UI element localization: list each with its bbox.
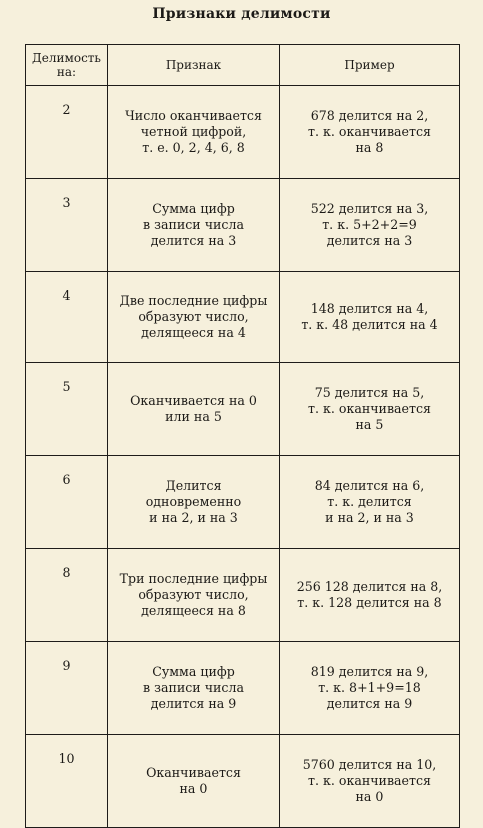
example-cell	[280, 642, 460, 735]
example-line: т. к. 8+1+9=18	[318, 680, 421, 695]
rule-cell	[108, 642, 280, 735]
table-body	[26, 86, 460, 828]
example-line: на 0	[355, 789, 384, 804]
example-line: делится на 3	[326, 233, 413, 248]
rule-line: делится на 9	[150, 696, 237, 711]
example-line: 819 делится на 9,	[310, 664, 429, 679]
rule-line: делящееся на 4	[141, 325, 246, 340]
example-line: 678 делится на 2,	[310, 108, 429, 123]
example-line: 256 128 делится на 8,	[296, 579, 443, 594]
table-row	[26, 456, 460, 549]
example-line: т. к. оканчивается	[308, 773, 431, 788]
example-line: т. к. 128 делится на 8	[297, 595, 442, 610]
example-cell	[280, 363, 460, 456]
divisor-cell: 10	[26, 735, 108, 828]
example-line: 84 делится на 6,	[314, 478, 425, 493]
example-line: 75 делится на 5,	[314, 385, 425, 400]
rule-line: четной цифрой,	[140, 124, 247, 139]
example-line: на 5	[355, 417, 384, 432]
rule-cell	[108, 456, 280, 549]
table-row	[26, 363, 460, 456]
example-cell	[280, 272, 460, 363]
example-line: 522 делится на 3,	[310, 201, 429, 216]
divisor-cell: 2	[26, 86, 108, 179]
example-line: и на 2, и на 3	[325, 510, 414, 525]
table-row	[26, 642, 460, 735]
example-cell	[280, 179, 460, 272]
rule-line: Три последние цифры	[119, 571, 268, 586]
rule-line: т. е. 0, 2, 4, 6, 8	[142, 140, 245, 155]
table-header-row	[26, 45, 460, 86]
rule-line: Сумма цифр	[152, 201, 235, 216]
example-line: 148 делится на 4,	[310, 301, 429, 316]
example-line: т. к. оканчивается	[308, 124, 431, 139]
divisor-cell: 6	[26, 456, 108, 549]
rule-line: Число оканчивается	[125, 108, 262, 123]
rule-line: образуют число,	[138, 309, 249, 324]
example-line: т. к. оканчивается	[308, 401, 431, 416]
header-rule: Признак	[108, 45, 280, 86]
rule-cell	[108, 549, 280, 642]
divisibility-table	[25, 44, 460, 828]
table-row	[26, 179, 460, 272]
rule-cell	[108, 735, 280, 828]
rule-line: Оканчивается	[146, 765, 241, 780]
table-row	[26, 735, 460, 828]
example-cell	[280, 735, 460, 828]
rule-line: на 0	[179, 781, 208, 796]
rule-line: Делится	[165, 478, 222, 493]
table-row	[26, 86, 460, 179]
example-line: 5760 делится на 10,	[302, 757, 437, 772]
table-row	[26, 549, 460, 642]
example-cell	[280, 549, 460, 642]
rule-cell	[108, 179, 280, 272]
divisor-cell: 5	[26, 363, 108, 456]
example-cell	[280, 456, 460, 549]
rule-line: делящееся на 8	[141, 603, 246, 618]
rule-line: одновременно	[145, 494, 242, 509]
rule-line: образуют число,	[138, 587, 249, 602]
rule-cell	[108, 86, 280, 179]
example-line: т. к. 48 делится на 4	[301, 317, 438, 332]
rule-line: делится на 3	[150, 233, 237, 248]
example-cell	[280, 86, 460, 179]
example-line: т. к. делится	[327, 494, 412, 509]
rule-cell	[108, 272, 280, 363]
page-title: Признаки делимости	[152, 6, 331, 22]
rule-line: Оканчивается на 0	[130, 393, 257, 408]
rule-line: в записи числа	[143, 217, 244, 232]
divisor-cell: 3	[26, 179, 108, 272]
example-line: делится на 9	[326, 696, 413, 711]
table-row	[26, 272, 460, 363]
header-example: Пример	[280, 45, 460, 86]
rule-line: и на 2, и на 3	[149, 510, 238, 525]
example-line: т. к. 5+2+2=9	[322, 217, 417, 232]
divisor-cell: 9	[26, 642, 108, 735]
rule-line: или на 5	[165, 409, 222, 424]
header-divisor: Делимость на:	[26, 45, 108, 86]
divisor-cell: 8	[26, 549, 108, 642]
rule-cell	[108, 363, 280, 456]
rule-line: в записи числа	[143, 680, 244, 695]
rule-line: Две последние цифры	[119, 293, 268, 308]
example-line: на 8	[355, 140, 384, 155]
divisor-cell: 4	[26, 272, 108, 363]
rule-line: Сумма цифр	[152, 664, 235, 679]
